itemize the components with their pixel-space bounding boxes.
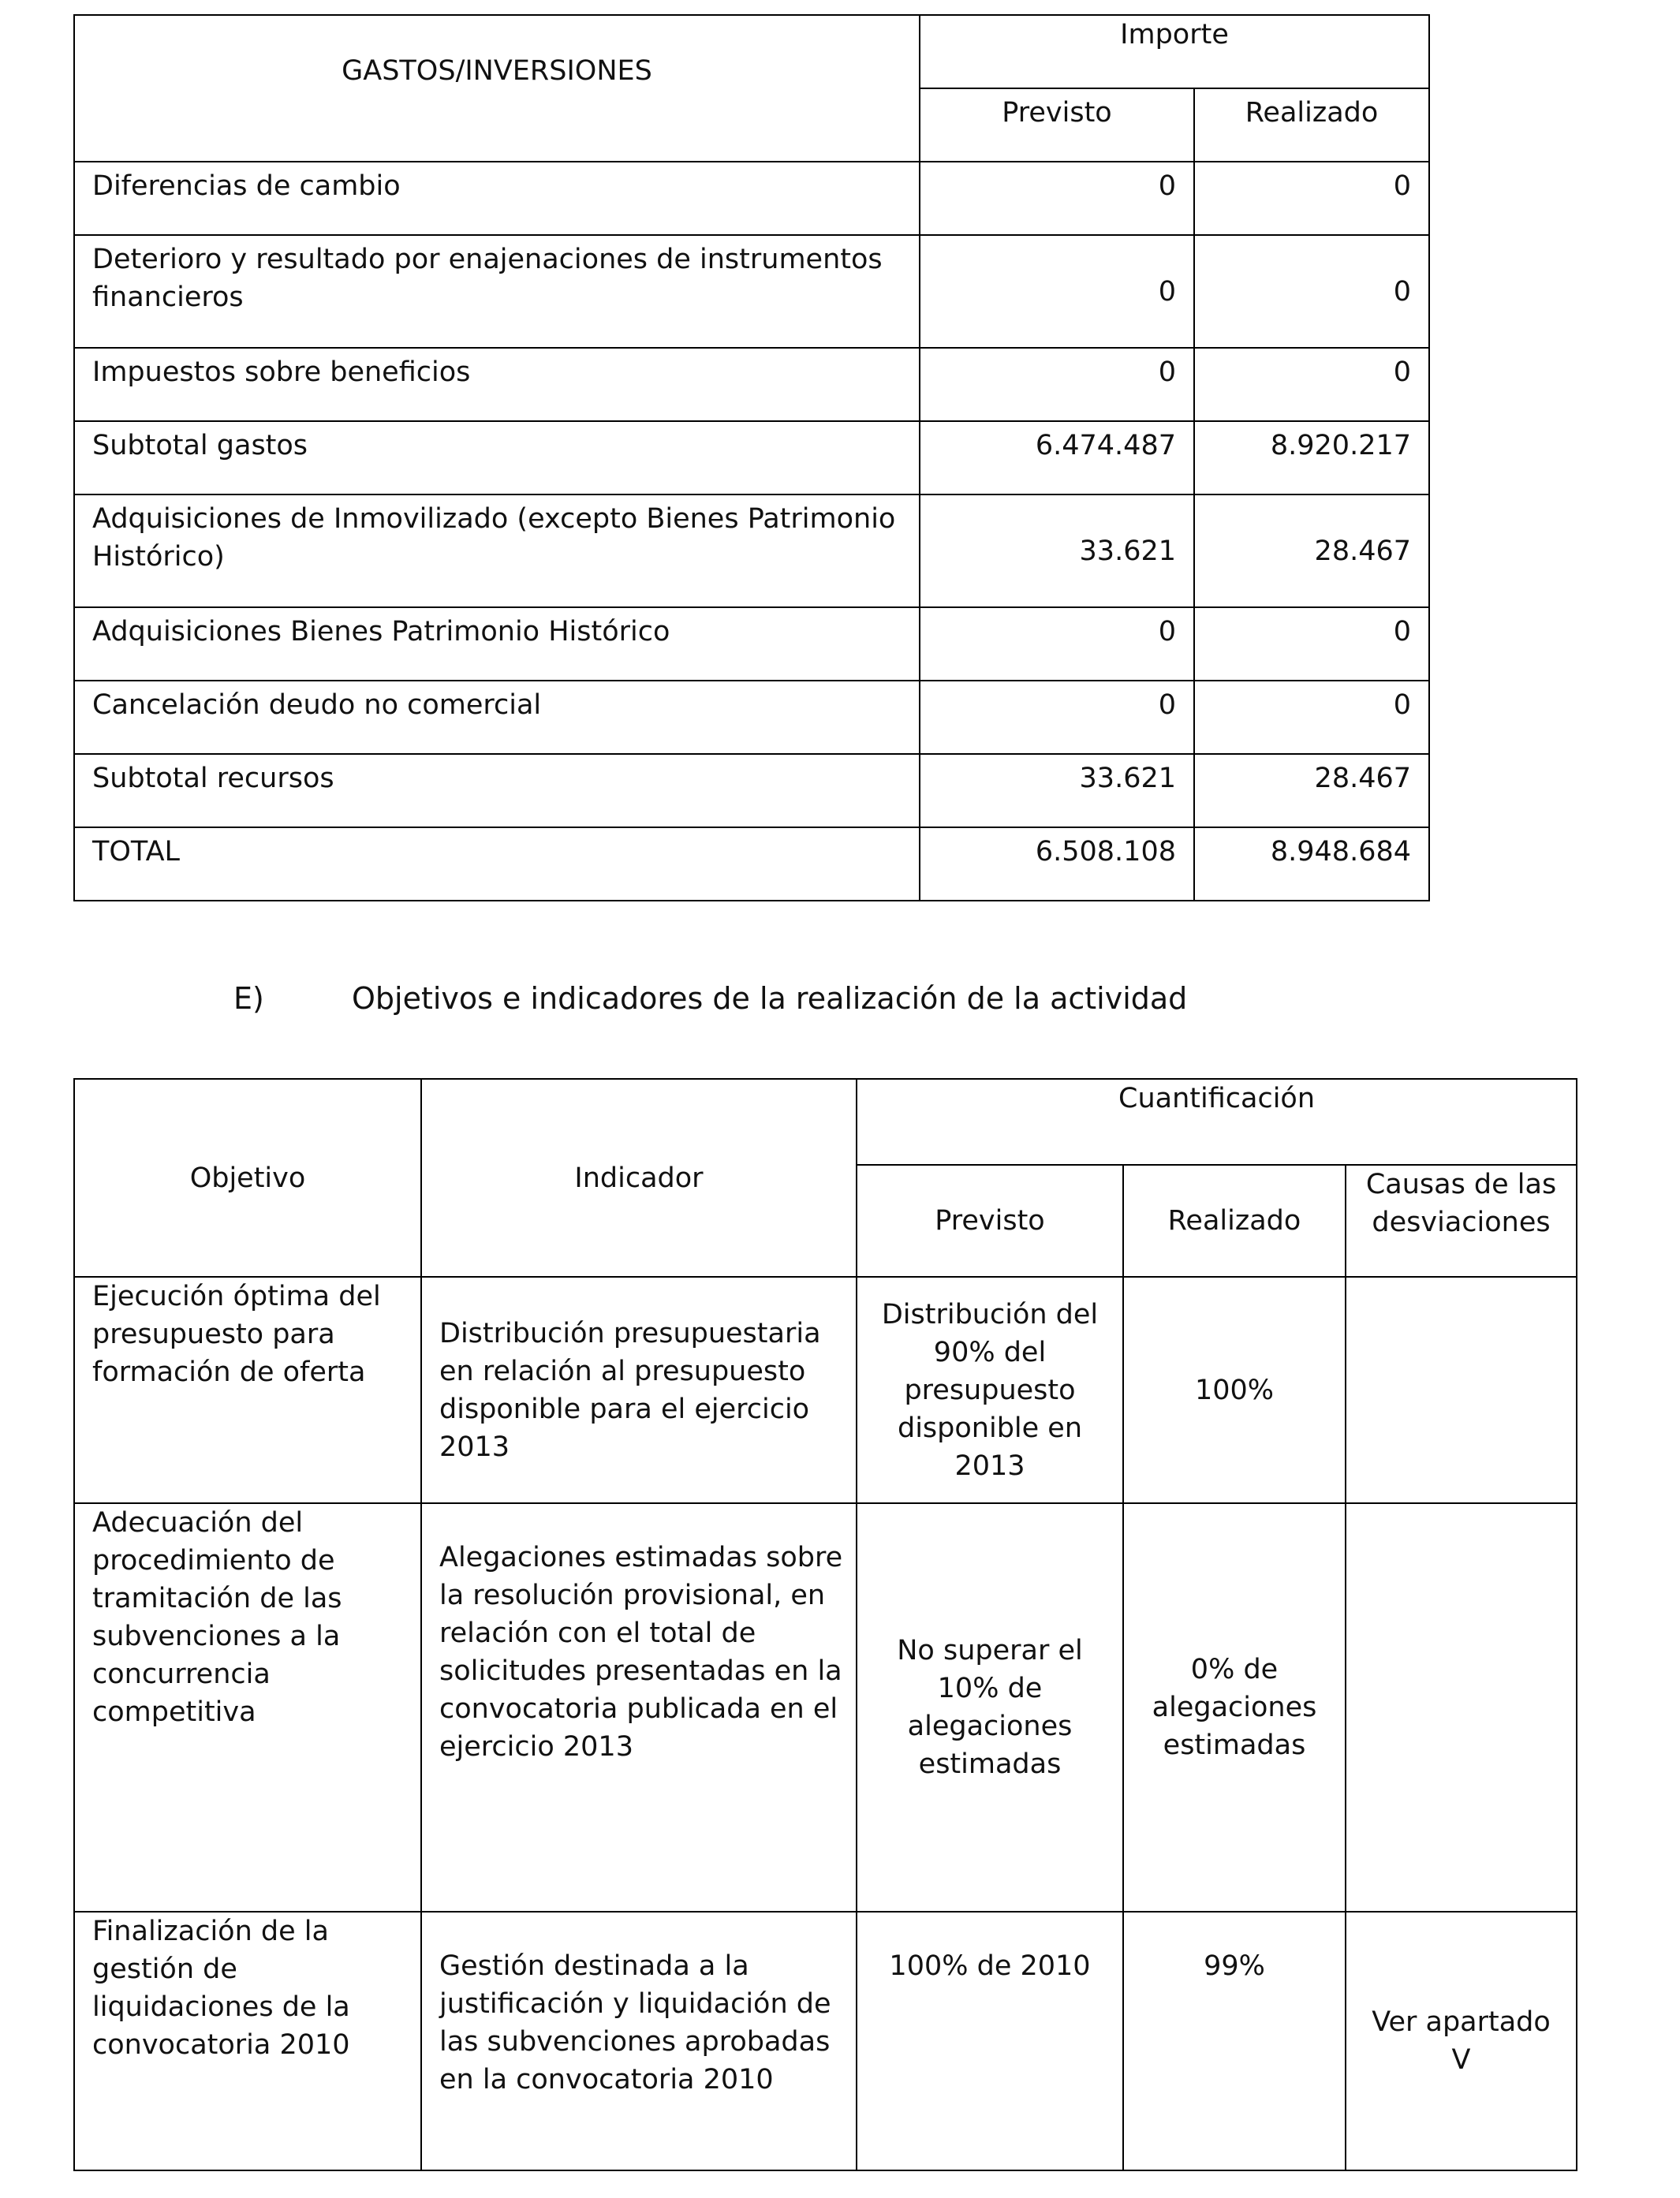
table-row — [74, 421, 1429, 494]
table-row — [74, 1277, 1577, 1503]
table-row — [74, 681, 1429, 754]
realizado-cell: 0 — [1194, 681, 1429, 754]
previsto-cell: 6.474.487 — [920, 421, 1194, 494]
table-row — [74, 235, 1429, 348]
indicador-cell: Gestión destinada a la justificación y liquidación de las subvenciones aprobadas en la convocatoria 2010 — [421, 1912, 857, 2170]
objetivo-cell: Finalización de la gestión de liquidaciones de la convocatoria 2010 — [74, 1912, 421, 2170]
objetivo-cell: Ejecución óptima del presupuesto para formación de oferta — [74, 1277, 421, 1503]
realizado-cell: 99% — [1123, 1912, 1346, 2170]
objetivo-cell: Adecuación del procedimiento de tramitación de las subvenciones a la concurrencia competitiva — [74, 1503, 421, 1912]
section-letter: E) — [233, 981, 264, 1016]
table-row — [74, 494, 1429, 607]
table-row — [74, 1503, 1577, 1912]
previsto-cell: 33.621 — [920, 754, 1194, 827]
gastos-inversiones-table — [73, 14, 1430, 901]
realizado-cell: 0 — [1194, 235, 1429, 348]
header-gastos-inversiones: GASTOS/INVERSIONES — [74, 15, 920, 162]
realizado-cell: 0% de alegaciones estimadas — [1123, 1503, 1346, 1912]
concept-cell: Cancelación deudo no comercial — [74, 681, 920, 754]
realizado-cell: 28.467 — [1194, 754, 1429, 827]
realizado-cell: 8.948.684 — [1194, 827, 1429, 901]
header-previsto: Previsto — [857, 1165, 1123, 1277]
table-row — [74, 607, 1429, 681]
previsto-cell: 0 — [920, 348, 1194, 421]
causas-cell — [1346, 1277, 1577, 1503]
header-indicador: Indicador — [421, 1079, 857, 1277]
table-row — [74, 1912, 1577, 2170]
header-realizado: Realizado — [1194, 88, 1429, 162]
realizado-cell: 0 — [1194, 348, 1429, 421]
table-row — [74, 162, 1429, 235]
header-cuantificacion: Cuantificación — [857, 1079, 1577, 1165]
concept-cell: Deterioro y resultado por enajenaciones de instrumentos financieros — [74, 235, 920, 348]
objetivos-indicadores-table — [73, 1078, 1577, 2171]
previsto-cell: Distribución del 90% del presupuesto disponible en 2013 — [857, 1277, 1123, 1503]
header-importe: Importe — [920, 15, 1429, 88]
concept-cell: TOTAL — [74, 827, 920, 901]
indicador-cell: Alegaciones estimadas sobre la resolución provisional, en relación con el total de solicitudes presentadas en la convocatoria publicada en el ejercicio 2013 — [421, 1503, 857, 1912]
previsto-cell: 33.621 — [920, 494, 1194, 607]
concept-cell: Subtotal gastos — [74, 421, 920, 494]
realizado-cell: 0 — [1194, 162, 1429, 235]
previsto-cell: 100% de 2010 — [857, 1912, 1123, 2170]
indicador-cell: Distribución presupuestaria en relación al presupuesto disponible para el ejercicio 2013 — [421, 1277, 857, 1503]
previsto-cell: 0 — [920, 607, 1194, 681]
previsto-cell: 0 — [920, 235, 1194, 348]
section-title: Objetivos e indicadores de la realización de la actividad — [352, 981, 1188, 1016]
realizado-cell: 100% — [1123, 1277, 1346, 1503]
realizado-cell: 8.920.217 — [1194, 421, 1429, 494]
header-causas-desviaciones: Causas de las desviaciones — [1346, 1165, 1577, 1277]
previsto-cell: No superar el 10% de alegaciones estimadas — [857, 1503, 1123, 1912]
section-e-heading — [233, 978, 1187, 1019]
concept-cell: Subtotal recursos — [74, 754, 920, 827]
concept-cell: Adquisiciones Bienes Patrimonio Histórico — [74, 607, 920, 681]
previsto-cell: 0 — [920, 681, 1194, 754]
header-objetivo: Objetivo — [74, 1079, 421, 1277]
table-row — [74, 827, 1429, 901]
concept-cell: Impuestos sobre beneficios — [74, 348, 920, 421]
concept-cell: Diferencias de cambio — [74, 162, 920, 235]
table-row — [74, 348, 1429, 421]
previsto-cell: 6.508.108 — [920, 827, 1194, 901]
causas-cell — [1346, 1503, 1577, 1912]
header-realizado: Realizado — [1123, 1165, 1346, 1277]
causas-cell: Ver apartado V — [1346, 1912, 1577, 2170]
realizado-cell: 0 — [1194, 607, 1429, 681]
table-row — [74, 754, 1429, 827]
previsto-cell: 0 — [920, 162, 1194, 235]
concept-cell: Adquisiciones de Inmovilizado (excepto Bienes Patrimonio Histórico) — [74, 494, 920, 607]
header-previsto: Previsto — [920, 88, 1194, 162]
realizado-cell: 28.467 — [1194, 494, 1429, 607]
